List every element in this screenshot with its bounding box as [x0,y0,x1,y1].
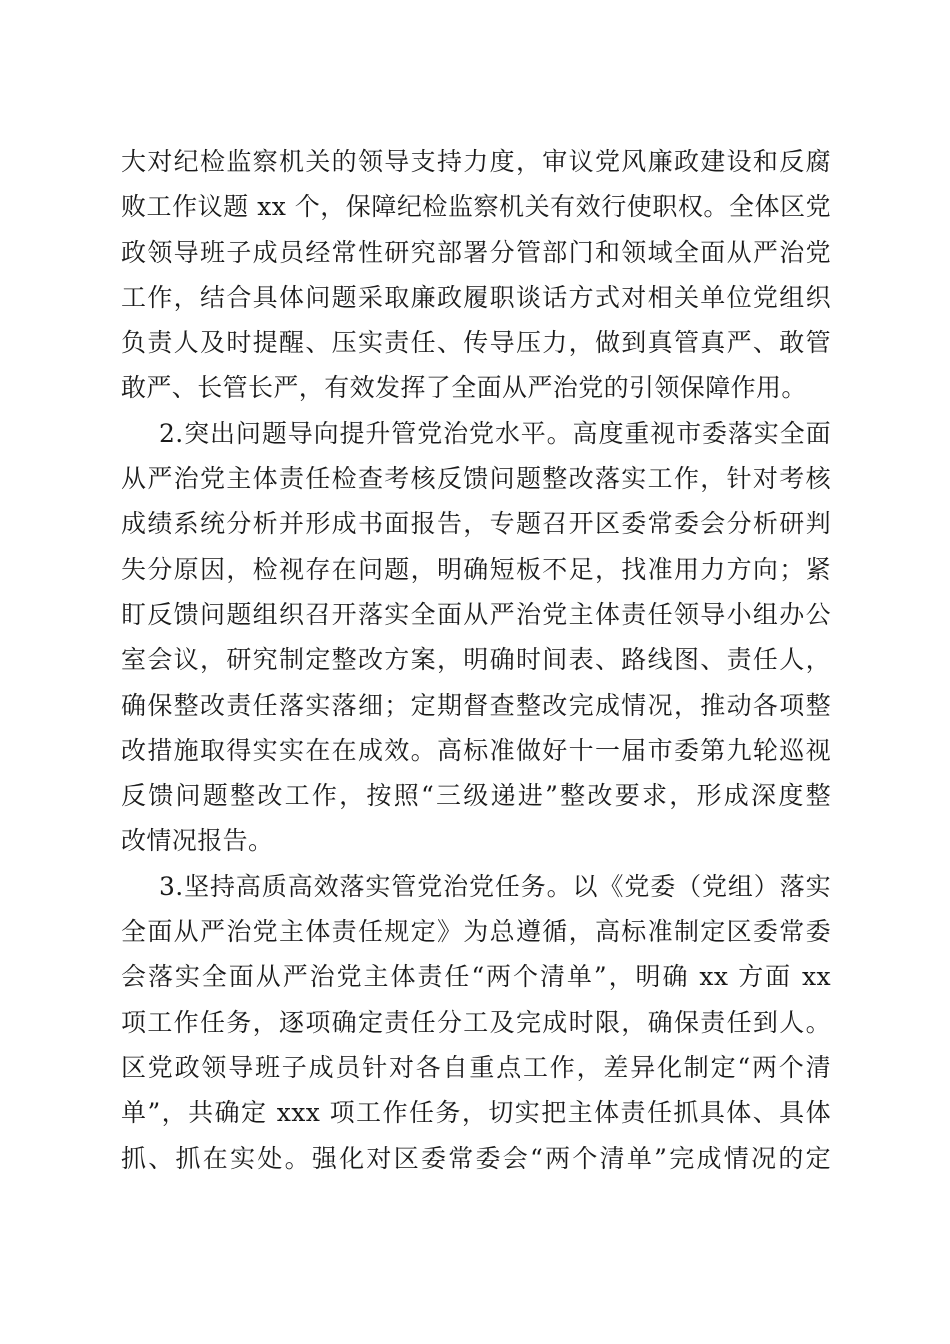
paragraph-1-line-3: 政领导班子成员经常性研究部署分管部门和领域全面从严治党 [121,237,831,267]
paragraph-1-line-4: 工作，结合具体问题采取廉政履职谈话方式对相关单位党组织 [121,282,831,312]
paragraph-2-line-2: 从严治党主体责任检查考核反馈问题整改落实工作，针对考核 [121,464,831,494]
paragraph-2-line-9: 反馈问题整改工作，按照“三级递进”整改要求，形成深度整 [121,781,831,811]
paragraph-1-line-6: 敢严、长管长严，有效发挥了全面从严治党的引领保障作用。 [121,373,807,403]
paragraph-1-line-1: 大对纪检监察机关的领导支持力度，审议党风廉政建设和反腐 [121,147,831,176]
paragraph-2-line-10: 改情况报告。 [121,826,274,856]
paragraph-1-line-5: 负责人及时提醒、压实责任、传导压力，做到真管真严、敢管 [121,328,831,358]
paragraph-2-line-3: 成绩系统分析并形成书面报告，专题召开区委常委会分析研判 [121,509,831,539]
paragraph-2-line-4: 失分原因，检视存在问题，明确短板不足，找准用力方向；紧 [121,554,831,584]
paragraph-2-line-5: 盯反馈问题组织召开落实全面从严治党主体责任领导小组办公 [121,599,831,629]
paragraph-1-line-2: 败工作议题 xx 个，保障纪检监察机关有效行使职权。全体区党 [121,192,831,222]
paragraph-3-line-3: 会落实全面从严治党主体责任“两个清单”，明确 xx 方面 xx [121,962,831,992]
paragraph-2-line-7: 确保整改责任落实落细；定期督查整改完成情况，推动各项整 [121,690,831,720]
paragraph-3-line-1: 3.坚持高质高效落实管党治党任务。以《党委（党组）落实 [159,871,831,901]
paragraph-2-line-1: 2.突出问题导向提升管党治党水平。高度重视市委落实全面 [159,418,831,448]
paragraph-3-line-5: 区党政领导班子成员针对各自重点工作，差异化制定“两个清 [121,1052,831,1082]
paragraph-3-line-4: 项工作任务，逐项确定责任分工及完成时限，确保责任到人。 [121,1007,831,1037]
paragraph-3-line-6: 单”，共确定 xxx 项工作任务，切实把主体责任抓具体、具体 [121,1098,831,1128]
paragraph-2-line-6: 室会议，研究制定整改方案，明确时间表、路线图、责任人， [121,645,831,675]
paragraph-2-line-8: 改措施取得实实在在成效。高标准做好十一届市委第九轮巡视 [121,735,831,765]
paragraph-3-line-2: 全面从严治党主体责任规定》为总遵循，高标准制定区委常委 [121,917,831,947]
body-text [121,139,831,1181]
paragraph-3-line-7: 抓、抓在实处。强化对区委常委会“两个清单”完成情况的定 [121,1143,831,1173]
